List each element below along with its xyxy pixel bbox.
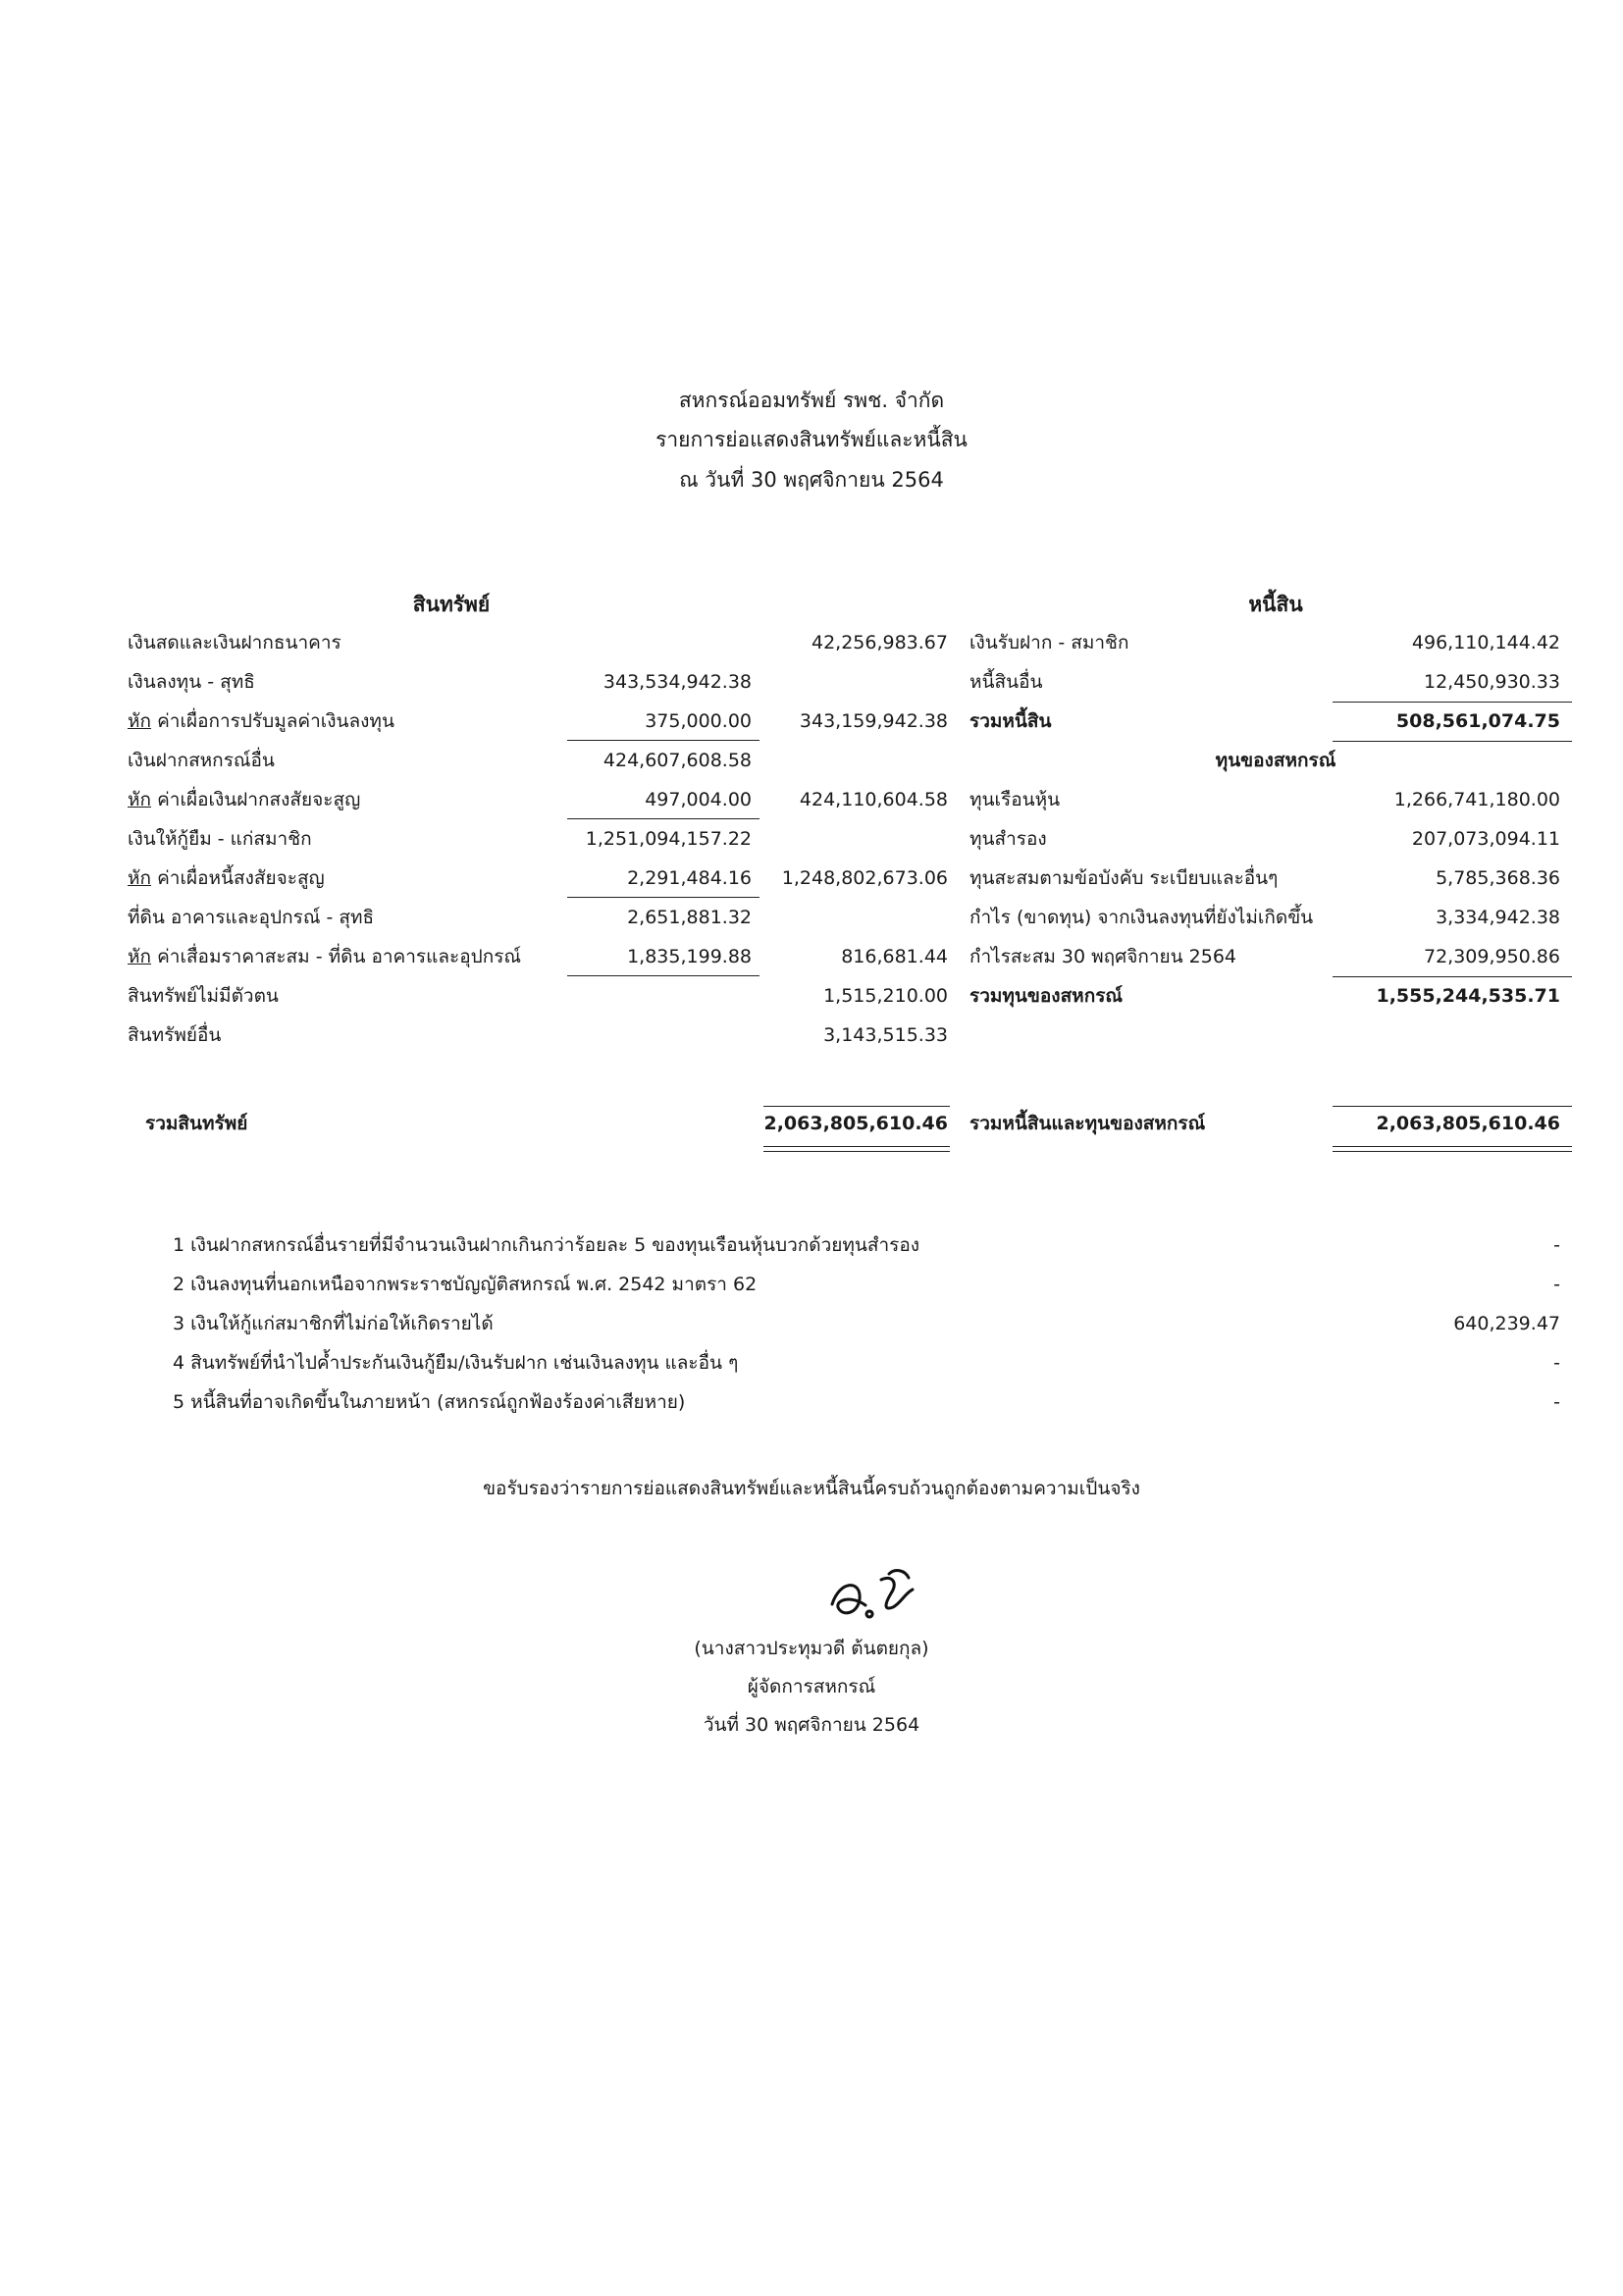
liability-label: หนี้สินอื่น bbox=[969, 671, 1043, 693]
note-item: 3 เงินให้กู้แก่สมาชิกที่ไม่ก่อให้เกิดรายได้ bbox=[173, 1313, 494, 1334]
liability-value: 12,450,930.33 bbox=[1423, 671, 1560, 693]
asset-sub-amount bbox=[559, 979, 752, 1013]
asset-sub-amount: 343,534,942.38 bbox=[602, 671, 752, 693]
deduct-prefix: หัก bbox=[128, 867, 152, 889]
note-value: - bbox=[1553, 1391, 1560, 1413]
total-liab-equity-label: รวมหนี้สินและทุนของสหกรณ์ bbox=[969, 1113, 1206, 1134]
deduct-prefix: หัก bbox=[128, 710, 152, 732]
equity-value: 1,555,244,535.71 bbox=[1376, 985, 1560, 1007]
equity-value: 5,785,368.36 bbox=[1436, 867, 1560, 889]
asset-net-amount: 816,681.44 bbox=[841, 946, 948, 967]
asset-net-amount bbox=[756, 744, 948, 777]
liability-value: 496,110,144.42 bbox=[1411, 632, 1560, 653]
asset-row-label bbox=[128, 665, 255, 699]
asset-sub-amount bbox=[559, 626, 752, 659]
asset-row-label bbox=[128, 979, 279, 1013]
liability-value: 508,561,074.75 bbox=[1395, 710, 1560, 732]
asset-sub-amount: 1,835,199.88 bbox=[627, 946, 752, 967]
equity-subtotal-rule bbox=[1333, 976, 1572, 977]
report-date: ณ วันที่ 30 พฤศจิกายน 2564 bbox=[679, 468, 944, 492]
asset-net-amount: 424,110,604.58 bbox=[799, 789, 948, 810]
equity-label: ทุนเรือนหุ้น bbox=[969, 789, 1061, 810]
asset-label-text: เงินลงทุน - สุทธิ bbox=[128, 671, 255, 693]
signature-date: วันที่ 30 พฤศจิกายน 2564 bbox=[703, 1714, 920, 1736]
asset-net-amount: 3,143,515.33 bbox=[823, 1024, 948, 1046]
signature-mark bbox=[822, 1560, 940, 1629]
note-value: - bbox=[1553, 1274, 1560, 1295]
asset-row-label bbox=[128, 940, 521, 973]
asset-net-amount bbox=[756, 822, 948, 856]
total-assets-value: 2,063,805,610.46 bbox=[763, 1113, 948, 1134]
asset-net-amount bbox=[756, 901, 948, 934]
total-assets-rule-1 bbox=[763, 1146, 950, 1147]
subtotal-rule bbox=[567, 818, 759, 819]
equity-value: 207,073,094.11 bbox=[1411, 828, 1560, 850]
equity-label: รวมทุนของสหกรณ์ bbox=[969, 985, 1124, 1007]
certification-text: ขอรับรองว่ารายการย่อแสดงสินทรัพย์และหนี้สินนี้ครบถ้วนถูกต้องตามความเป็นจริง bbox=[483, 1478, 1140, 1499]
asset-net-amount: 42,256,983.67 bbox=[811, 632, 948, 653]
deduct-prefix: หัก bbox=[128, 789, 152, 810]
org-name: สหกรณ์ออมทรัพย์ รพช. จำกัด bbox=[678, 389, 945, 412]
equity-label: ทุนสำรอง bbox=[969, 828, 1047, 850]
subtotal-rule bbox=[567, 897, 759, 898]
asset-row-label bbox=[128, 626, 341, 659]
asset-row-label bbox=[128, 744, 275, 777]
subtotal-rule bbox=[567, 975, 759, 976]
note-item: 2 เงินลงทุนที่นอกเหนือจากพระราชบัญญัติสหกรณ์ พ.ศ. 2542 มาตรา 62 bbox=[173, 1274, 758, 1295]
asset-label-text: เงินสดและเงินฝากธนาคาร bbox=[128, 632, 341, 653]
signer-position: ผู้จัดการสหกรณ์ bbox=[747, 1676, 876, 1697]
asset-row-label bbox=[128, 783, 360, 816]
equity-label: กำไร (ขาดทุน) จากเงินลงทุนที่ยังไม่เกิดขึ้น bbox=[969, 907, 1314, 928]
total-liab-equity-value: 2,063,805,610.46 bbox=[1376, 1113, 1560, 1134]
total-assets-label: รวมสินทรัพย์ bbox=[145, 1113, 248, 1134]
asset-label-text: ค่าเผื่อหนี้สงสัยจะสูญ bbox=[151, 867, 325, 889]
liabilities-total-rule bbox=[1333, 741, 1572, 742]
subtotal-rule bbox=[567, 740, 759, 741]
note-value: - bbox=[1553, 1234, 1560, 1256]
report-title: รายการย่อแสดงสินทรัพย์และหนี้สิน bbox=[655, 428, 968, 451]
asset-label-text: ค่าเสื่อมราคาสะสม - ที่ดิน อาคารและอุปกรณ์ bbox=[151, 946, 522, 967]
total-assets-rule-2 bbox=[763, 1151, 950, 1152]
asset-net-amount bbox=[756, 665, 948, 699]
asset-sub-amount bbox=[559, 1018, 752, 1052]
asset-sub-amount: 2,291,484.16 bbox=[627, 867, 752, 889]
asset-row-label bbox=[128, 822, 312, 856]
equity-heading: ทุนของสหกรณ์ bbox=[1215, 750, 1336, 771]
equity-value: 1,266,741,180.00 bbox=[1393, 789, 1560, 810]
asset-row-label bbox=[128, 861, 325, 895]
liability-label: เงินรับฝาก - สมาชิก bbox=[969, 632, 1129, 653]
liabilities-subtotal-rule bbox=[1333, 702, 1572, 703]
asset-row-label bbox=[128, 704, 394, 738]
asset-sub-amount: 424,607,608.58 bbox=[602, 750, 752, 771]
asset-sub-amount: 497,004.00 bbox=[645, 789, 752, 810]
signer-name: (นางสาวประทุมวดี ต้นตยกุล) bbox=[694, 1638, 929, 1659]
asset-label-text: ค่าเผื่อการปรับมูลค่าเงินลงทุน bbox=[151, 710, 394, 732]
note-value: - bbox=[1553, 1352, 1560, 1374]
asset-label-text: เงินฝากสหกรณ์อื่น bbox=[128, 750, 275, 771]
equity-label: ทุนสะสมตามข้อบังคับ ระเบียบและอื่นๆ bbox=[969, 867, 1279, 889]
equity-value: 3,334,942.38 bbox=[1436, 907, 1560, 928]
asset-label-text: ค่าเผื่อเงินฝากสงสัยจะสูญ bbox=[151, 789, 361, 810]
asset-row-label bbox=[128, 901, 374, 934]
asset-label-text: สินทรัพย์ไม่มีตัวตน bbox=[128, 985, 279, 1007]
note-item: 5 หนี้สินที่อาจเกิดขึ้นในภายหน้า (สหกรณ์ถูกฟ้องร้องค่าเสียหาย) bbox=[173, 1391, 686, 1413]
asset-label-text: เงินให้กู้ยืม - แก่สมาชิก bbox=[128, 828, 312, 850]
asset-net-amount: 343,159,942.38 bbox=[799, 710, 948, 732]
assets-heading: สินทรัพย์ bbox=[412, 593, 491, 616]
equity-value: 72,309,950.86 bbox=[1423, 946, 1560, 967]
note-item: 1 เงินฝากสหกรณ์อื่นรายที่มีจำนวนเงินฝากเกินกว่าร้อยละ 5 ของทุนเรือนหุ้นบวกด้วยทุนสำรอง bbox=[173, 1234, 920, 1256]
note-value: 640,239.47 bbox=[1453, 1313, 1560, 1334]
equity-label: กำไรสะสม 30 พฤศจิกายน 2564 bbox=[969, 946, 1237, 967]
asset-sub-amount: 1,251,094,157.22 bbox=[585, 828, 752, 850]
deduct-prefix: หัก bbox=[128, 946, 152, 967]
asset-row-label bbox=[128, 1018, 221, 1052]
asset-label-text: สินทรัพย์อื่น bbox=[128, 1024, 222, 1046]
total-liab-equity-rule-2 bbox=[1333, 1151, 1572, 1152]
asset-label-text: ที่ดิน อาคารและอุปกรณ์ - สุทธิ bbox=[128, 907, 375, 928]
asset-sub-amount: 2,651,881.32 bbox=[627, 907, 752, 928]
note-item: 4 สินทรัพย์ที่นำไปค้ำประกันเงินกู้ยืม/เงินรับฝาก เช่นเงินลงทุน และอื่น ๆ bbox=[173, 1352, 739, 1374]
asset-sub-amount: 375,000.00 bbox=[645, 710, 752, 732]
liability-label: รวมหนี้สิน bbox=[969, 710, 1052, 732]
total-liab-equity-rule-1 bbox=[1333, 1146, 1572, 1147]
asset-net-amount: 1,515,210.00 bbox=[823, 985, 948, 1007]
liabilities-heading: หนี้สิน bbox=[1248, 593, 1303, 616]
asset-net-amount: 1,248,802,673.06 bbox=[781, 867, 948, 889]
